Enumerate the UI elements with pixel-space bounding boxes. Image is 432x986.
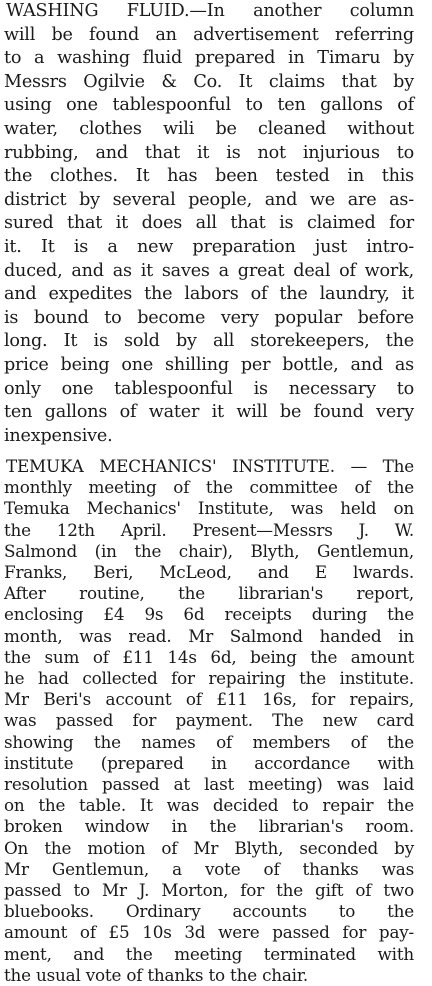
text-line: the clothes. It has been tested in this [4,166,414,187]
text-line: the 12th April. Present—Messrs J. W. [4,519,414,540]
text-line: Temuka Mechanics' Institute, was held on [4,498,414,519]
text-line: will be found an advertisement referring [4,24,414,45]
text-line: water, clothes wili be cleaned without [4,119,414,139]
text-line: on the table. It was decided to repair the [4,795,414,816]
text-line: he had collected for repairing the institute. [4,668,414,688]
text-line: is bound to become very popular before [4,307,414,328]
text-line: to a washing fluid prepared in Timaru by [4,48,414,69]
text-line: Mr Beri's account of £11 16s, for repairs, [4,689,414,710]
text-line: Franks, Beri, McLeod, and E lwards. [4,562,414,582]
text-line: showing the names of members of the [4,731,414,752]
text-line: inexpensive. [4,425,113,446]
text-line: passed to Mr J. Morton, for the gift of two [4,880,414,900]
text-line: sured that it does all that is claimed for [4,213,414,234]
text-line: institute (prepared in accordance with [4,752,414,773]
text-line: Salmond (in the chair), Blyth, Gentlemun, [4,540,414,561]
text-line: resolution passed at last meeting) was laid [4,774,414,794]
text-line: month, was read. Mr Salmond handed in [4,625,414,646]
text-line: price being one shilling per bottle, and as [4,355,414,375]
text-line: the usual vote of thanks to the chair. [4,964,308,985]
text-line: amount of £5 10s 3d were passed for pay- [4,922,414,943]
text-line: broken window in the librarian's room. [4,816,414,837]
text-line: rubbing, and that it is not injurious to [4,142,414,163]
text-line: monthly meeting of the committee of the [4,477,414,498]
text-line: Mr Gentlemun, a vote of thanks was [4,858,414,879]
text-line: ment, and the meeting terminated with [4,943,414,964]
text-line: On the motion of Mr Blyth, seconded by [4,837,414,858]
text-line: was passed for payment. The new card [4,710,414,731]
text-line: and expedites the labors of the laundry, it [4,284,414,305]
text-line: it. It is a new preparation just intro- [4,237,414,257]
text-line: using one tablespoonful to ten gallons of [4,95,414,116]
text-line: After routine, the librarian's report, [4,583,414,604]
text-line: enclosing £4 9s 6d receipts during the [4,604,414,625]
text-line: district by several people, and we are as- [4,189,414,210]
text-line: Messrs Ogilvie & Co. It claims that by [4,71,414,92]
text-line: duced, and as it saves a great deal of work, [4,260,414,281]
text-line: the sum of £11 14s 6d, being the amount [4,646,414,667]
text-line: TEMUKA MECHANICS' INSTITUTE. — The [6,456,414,476]
text-line: bluebooks. Ordinary accounts to the [4,901,414,922]
text-line: ten gallons of water it will be found very [4,402,414,423]
text-line: long. It is sold by all storekeepers, the [4,331,414,352]
text-line: only one tablespoonful is necessary to [4,378,414,399]
text-line: WASHING FLUID.—In another column [6,1,414,21]
